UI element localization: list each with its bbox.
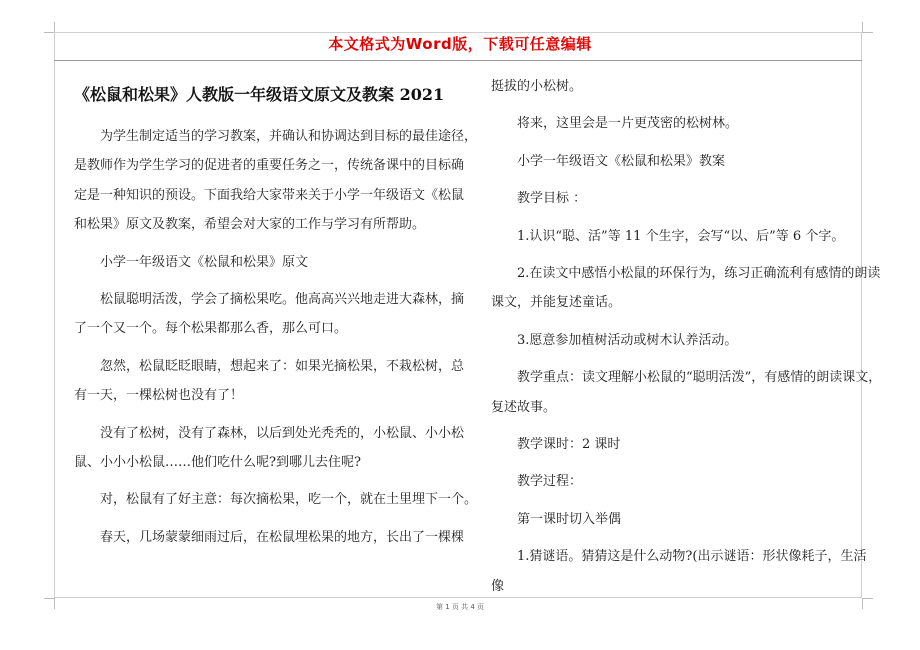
section-heading-original: 小学一年级语文《松鼠和松果》原文 — [100, 254, 309, 270]
story-line: 松鼠聪明活泼，学会了摘松果吃。他高高兴兴地走进大森林，摘 — [100, 292, 465, 308]
page-number: 第 1 页 共 4 页 — [435, 603, 485, 611]
document-title: 《松鼠和松果》人教版一年级语文原文及教案 2021 — [74, 85, 445, 104]
story-line: 春天，几场蒙蒙细雨过后，在松鼠埋松果的地方，长出了一棵棵 — [100, 529, 465, 545]
teaching-focus — [491, 363, 882, 422]
story-line: 了一个又一个。每个松果都那么香，那么可口。 — [74, 321, 348, 337]
story-paragraph-6: 将来，这里会是一片更茂密的松树林。 — [517, 116, 739, 132]
crop-mark-top-right — [862, 22, 873, 33]
goal-3: 3.愿意参加植树活动或树木认养活动。 — [517, 332, 738, 348]
teaching-hours: 教学课时：2 课时 — [517, 437, 621, 453]
intro-line: 定是一种知识的预设。下面我给大家带来关于小学一年级语文《松鼠 — [74, 187, 465, 203]
right-column — [491, 72, 882, 601]
goal-line: 2.在读文中感悟小松鼠的环保行为，练习正确流利有感情的朗读 — [517, 266, 881, 282]
lesson-1-heading: 第一课时切入举偶 — [517, 511, 622, 527]
story-paragraph-1 — [74, 285, 465, 344]
goals-label: 教学目标 ： — [517, 191, 587, 207]
goal-2 — [491, 259, 881, 318]
story-paragraph-2 — [74, 352, 465, 411]
section-heading-plan: 小学一年级语文《松鼠和松果》教案 — [517, 153, 726, 169]
story-paragraph-3 — [74, 419, 465, 478]
teaching-process: 教学过程： — [517, 474, 583, 490]
header-divider — [54, 60, 862, 61]
riddle-step: 1.猜谜语。猜猜这是什么动物?(出示谜语：形状像耗子，生活像 — [491, 549, 867, 594]
story-line: 鼠、小小小松鼠……他们吃什么呢?到哪儿去住呢? — [74, 455, 361, 471]
left-column — [74, 122, 478, 552]
story-line: 对，松鼠有了好主意：每次摘松果，吃一个，就在土里埋下一个。 — [100, 492, 478, 508]
goal-1: 1.认识“聪、活”等 11 个生字，会写“以、后”等 6 个字。 — [517, 228, 845, 244]
story-continuation: 挺拔的小松树。 — [491, 79, 583, 94]
focus-line: 复述故事。 — [491, 399, 557, 415]
intro-paragraph — [74, 122, 478, 240]
story-line: 没有了松树，没有了森林，以后到处光秃秃的，小松鼠、小小松 — [100, 425, 465, 441]
story-line: 忽然，松鼠眨眨眼睛，想起来了：如果光摘松果，不栽松树，总 — [100, 358, 465, 374]
goal-line: 课文，并能复述童话。 — [491, 295, 622, 311]
story-paragraph-4 — [74, 485, 478, 514]
intro-line: 为学生制定适当的学习教案，并确认和协调达到目标的最佳途径， — [100, 129, 478, 144]
intro-line: 和松果》原文及教案，希望会对大家的工作与学习有所帮助。 — [74, 217, 426, 233]
intro-line: 是教师作为学生学习的促进者的重要任务之一，传统备课中的目标确 — [74, 158, 465, 174]
format-banner: 本文格式为Word版，下载可任意编辑 — [328, 35, 592, 53]
story-paragraph-5 — [74, 523, 465, 552]
focus-line: 教学重点：读文理解小松鼠的“聪明活泼”，有感情的朗读课文， — [517, 370, 882, 386]
story-line: 有一天，一棵松树也没有了！ — [74, 388, 244, 404]
